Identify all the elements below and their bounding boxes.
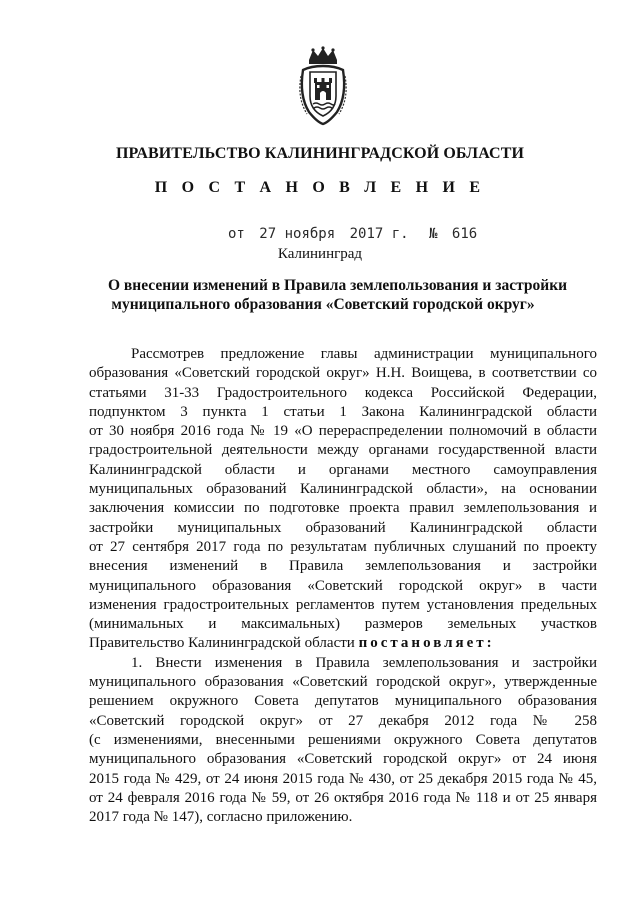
body-line: муниципального образования «Советский городской округ» в части bbox=[89, 577, 597, 594]
closing-line bbox=[89, 634, 597, 653]
body-line: внесения изменений в Правила землепользования и застройки bbox=[89, 558, 597, 575]
item-line: 2017 года № 147), согласно приложению. bbox=[89, 809, 353, 826]
body-line: градостроительной деятельности между органами государственной власти bbox=[89, 442, 597, 459]
item-line: от 24 февраля 2016 года № 59, от 26 октября 2016 года № 118 и от 25 января bbox=[89, 789, 597, 806]
coat-of-arms-emblem bbox=[295, 46, 351, 126]
document-date-number bbox=[228, 226, 477, 242]
item-line: 2015 года № 429, от 24 июня 2015 года № 430, от 25 декабря 2015 года № 45, bbox=[89, 770, 597, 787]
subject-line: муниципального образования «Советский городской округ» bbox=[111, 296, 535, 313]
body-line: подпунктом 3 пункта 1 статьи 1 Закона Калининградской области bbox=[89, 403, 597, 420]
item-line: «Советский городской округ» от 27 декабря 2012 года № 258 bbox=[89, 712, 597, 729]
body-line: образования «Советский городской округ» Н.Н. Воищева, в соответствии со bbox=[89, 365, 597, 382]
item-line: муниципального образования «Советский городской округ» от 24 июня bbox=[89, 751, 597, 768]
date-day-month: 27 ноября bbox=[259, 226, 336, 242]
item-line: 1. Внести изменения в Правила землепользования и застройки bbox=[131, 654, 597, 671]
body-line: (минимальных и максимальных) размеров земельных участков bbox=[89, 616, 597, 633]
body-line: статьями 31-33 Градостроительного кодекса Российской Федерации, bbox=[89, 384, 597, 401]
city-name: Калининград bbox=[277, 246, 363, 262]
body-line: от 30 ноября 2016 года № 19 «О перераспределении полномочий в области bbox=[89, 423, 597, 440]
subject-line: О внесении изменений в Правила землепользования и застройки bbox=[108, 277, 568, 294]
item-line: (с изменениями, внесенными решениями окружного Совета депутатов bbox=[89, 731, 597, 748]
date-prefix: от bbox=[228, 226, 245, 242]
organization-title: ПРАВИТЕЛЬСТВО КАЛИНИНГРАДСКОЙ ОБЛАСТИ bbox=[115, 145, 525, 162]
item-line: решением окружного Совета депутатов муниципального образования bbox=[89, 693, 597, 710]
document-subject bbox=[108, 276, 568, 314]
document-number: 616 bbox=[451, 226, 478, 242]
date-year: 2017 г. bbox=[349, 226, 409, 242]
body-line: застройки муниципальных образований Калининградской области bbox=[89, 519, 597, 536]
resolution-keyword: постановляет: bbox=[358, 635, 495, 652]
closing-line-prefix: Правительство Калининградской области bbox=[89, 635, 355, 652]
document-type-heading: П О С Т А Н О В Л Е Н И Е bbox=[154, 179, 486, 196]
body-line: муниципальных образований Калининградской области», на основании bbox=[89, 481, 597, 498]
body-line: заключения комиссии по подготовке проекта правил землепользования и bbox=[89, 500, 597, 517]
body-line: от 27 сентября 2017 года по результатам публичных слушаний по проекту bbox=[89, 538, 597, 555]
body-line: Калининградской области и органами местного самоуправления bbox=[89, 461, 597, 478]
body-line: Рассмотрев предложение главы администрации муниципального bbox=[131, 346, 597, 362]
document-body bbox=[89, 345, 597, 827]
body-line: изменения градостроительных регламентов путем установления предельных bbox=[89, 596, 597, 613]
number-sign: № bbox=[429, 226, 438, 242]
item-line: муниципального образования «Советский городской округ», утвержденные bbox=[89, 674, 597, 691]
